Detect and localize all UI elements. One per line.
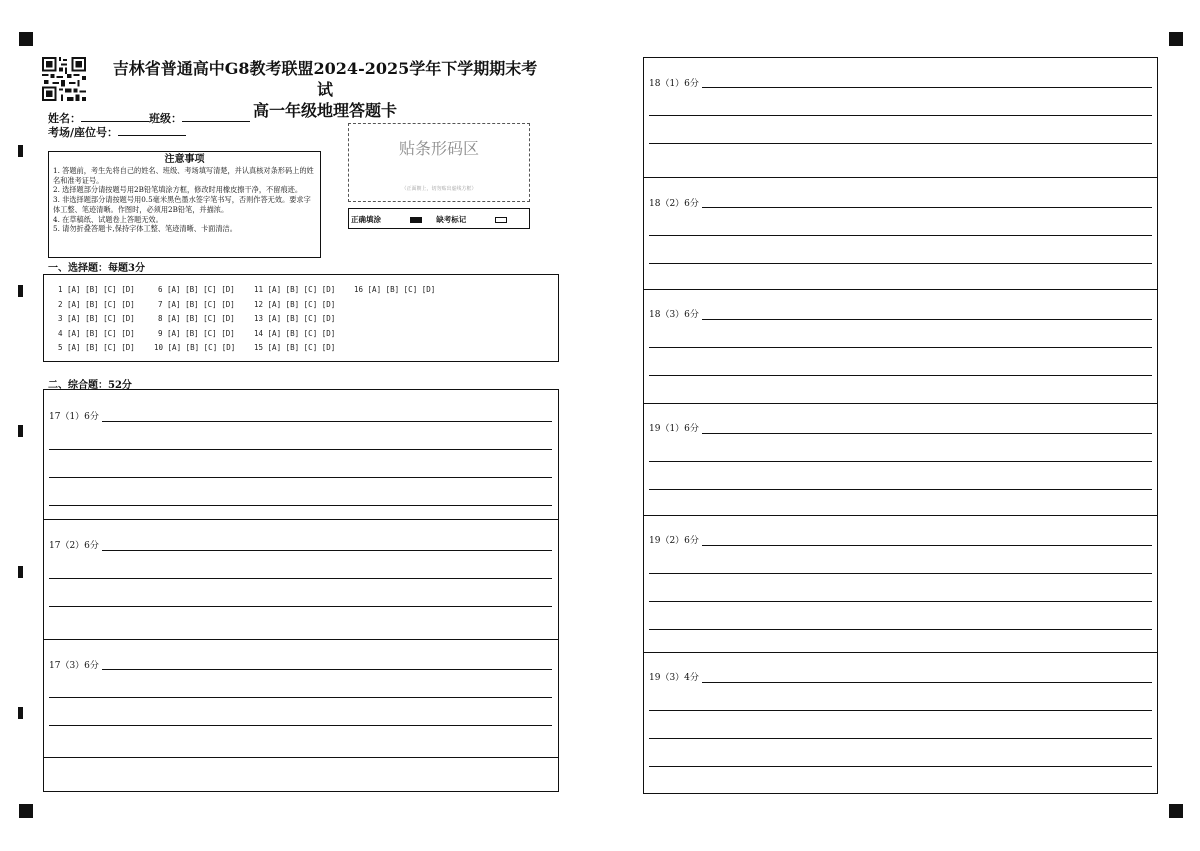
barcode-area	[348, 123, 530, 202]
name-field[interactable]	[81, 112, 149, 122]
corner-mark-top-left	[19, 32, 33, 46]
title-line-2: 高一年级地理答题卡	[252, 101, 397, 120]
choice-question[interactable]: 16 [A] [B] [C] [D]	[354, 285, 436, 294]
choice-question[interactable]: 5 [A] [B] [C] [D]	[58, 343, 135, 352]
correct-fill-swatch	[410, 217, 422, 223]
answer-block-19-1	[643, 403, 1158, 516]
timing-mark	[18, 707, 23, 719]
answer-line[interactable]	[49, 697, 552, 698]
answer-line[interactable]	[649, 461, 1152, 462]
answer-block-label: 18（2）6分	[649, 199, 699, 209]
answer-block-18-2	[643, 177, 1158, 290]
seat-label: 考场/座位号：	[48, 126, 119, 139]
answer-line[interactable]	[649, 738, 1152, 739]
choice-question[interactable]: 3 [A] [B] [C] [D]	[58, 314, 135, 323]
answer-line[interactable]	[649, 601, 1152, 602]
notice-item: 3. 非选择题部分请按题号用0.5毫米黑色墨水签字笔书写，否则作答无效。要求字体工整、笔迹清晰。作图时，必须用2B铅笔，并描浓。	[53, 195, 311, 214]
multiple-choice-box	[43, 274, 559, 362]
answer-block-label: 18（3）6分	[649, 310, 699, 320]
notice-item: 4. 在草稿纸、试题卷上答题无效。	[53, 214, 163, 224]
section-1-title: 一、选择题：每题3分	[48, 263, 145, 274]
answer-block-label: 18（1）6分	[649, 79, 699, 89]
correct-fill-label: 正确填涂	[351, 215, 381, 224]
answer-line[interactable]	[702, 87, 1152, 88]
notice-item: 2. 选择题部分请按题号用2B铅笔填涂方框，修改时用橡皮擦干净，不留痕迹。	[53, 185, 303, 195]
choice-question[interactable]: 6 [A] [B] [C] [D]	[158, 285, 235, 294]
answer-line[interactable]	[649, 375, 1152, 376]
answer-line[interactable]	[649, 115, 1152, 116]
absent-mark-checkbox[interactable]	[495, 217, 507, 223]
answer-line[interactable]	[49, 725, 552, 726]
answer-block-18-1	[643, 57, 1158, 178]
notice-box	[48, 151, 321, 258]
answer-line[interactable]	[649, 263, 1152, 264]
answer-line[interactable]	[649, 573, 1152, 574]
section-2-title: 二、综合题：52分	[48, 380, 132, 391]
answer-line[interactable]	[702, 545, 1152, 546]
answer-block-label: 19（1）6分	[649, 424, 699, 434]
answer-line[interactable]	[702, 433, 1152, 434]
choice-question[interactable]: 7 [A] [B] [C] [D]	[158, 299, 235, 309]
answer-block-label: 19（3）4分	[649, 673, 699, 683]
timing-mark	[18, 566, 23, 578]
answer-block-label: 17（3）6分	[49, 661, 99, 671]
notice-item: 1. 答题前，考生先将自己的姓名、班级、考场填写清楚，并认真核对条形码上的姓名和准考证号。	[53, 166, 314, 185]
answer-line[interactable]	[702, 207, 1152, 208]
answer-line[interactable]	[649, 489, 1152, 490]
answer-block-label: 17（1）6分	[49, 412, 99, 422]
corner-mark-top-right	[1169, 32, 1183, 46]
answer-line[interactable]	[702, 319, 1152, 320]
choice-question[interactable]: 4 [A] [B] [C] [D]	[58, 328, 135, 338]
qr-code-icon	[42, 57, 86, 101]
answer-line[interactable]	[702, 682, 1152, 683]
notice-title: 注意事项	[164, 154, 205, 165]
timing-mark	[18, 425, 23, 437]
choice-question[interactable]: 11 [A] [B] [C] [D]	[254, 285, 336, 294]
absent-mark-label: 缺考标记	[436, 215, 467, 224]
answer-block-label: 19（2）6分	[649, 536, 699, 546]
timing-mark	[18, 145, 23, 157]
answer-line[interactable]	[649, 235, 1152, 236]
answer-line[interactable]	[49, 449, 552, 450]
answer-line[interactable]	[102, 550, 552, 551]
class-label: 班级：	[149, 112, 182, 125]
notice-item: 5. 请勿折叠答题卡,保持字体工整、笔迹清晰、卡面清洁。	[53, 224, 237, 234]
answer-line[interactable]	[649, 710, 1152, 711]
answer-block-19-2	[643, 515, 1158, 653]
fill-legend	[348, 208, 530, 229]
timing-mark	[18, 285, 23, 297]
barcode-title: 贴条形码区	[398, 139, 479, 158]
seat-field[interactable]	[118, 126, 186, 136]
choice-question[interactable]: 12 [A] [B] [C] [D]	[254, 299, 336, 309]
choice-question[interactable]: 14 [A] [B] [C] [D]	[254, 328, 336, 338]
corner-mark-bottom-left	[19, 804, 33, 818]
answer-line[interactable]	[649, 143, 1152, 144]
choice-question[interactable]: 15 [A] [B] [C] [D]	[254, 343, 336, 352]
answer-line[interactable]	[102, 669, 552, 670]
choice-question[interactable]: 1 [A] [B] [C] [D]	[58, 285, 135, 294]
answer-block-19-3	[643, 652, 1158, 794]
blank-answer-area	[43, 757, 559, 792]
answer-line[interactable]	[49, 477, 552, 478]
answer-block-label: 17（2）6分	[49, 541, 99, 551]
seat-row	[48, 124, 186, 140]
answer-block-18-3	[643, 289, 1158, 404]
answer-line[interactable]	[49, 606, 552, 607]
choice-question[interactable]: 8 [A] [B] [C] [D]	[158, 314, 235, 323]
answer-line[interactable]	[649, 766, 1152, 767]
title-line-1: 吉林省普通高中G8教考联盟2024-2025学年下学期期末考试	[112, 59, 538, 99]
answer-block-17-2	[43, 519, 559, 640]
choice-question[interactable]: 2 [A] [B] [C] [D]	[58, 299, 135, 309]
answer-block-17-1	[43, 389, 559, 520]
answer-line[interactable]	[49, 505, 552, 506]
class-field[interactable]	[182, 112, 250, 122]
corner-mark-bottom-right	[1169, 804, 1183, 818]
answer-line[interactable]	[649, 629, 1152, 630]
name-label: 姓名：	[48, 112, 81, 125]
choice-question[interactable]: 10 [A] [B] [C] [D]	[154, 343, 236, 352]
barcode-subtitle: （正面朝上，切勿贴出虚线方框）	[401, 186, 477, 192]
choice-question[interactable]: 13 [A] [B] [C] [D]	[254, 314, 336, 323]
answer-line[interactable]	[102, 421, 552, 422]
answer-block-17-3	[43, 639, 559, 758]
choice-question[interactable]: 9 [A] [B] [C] [D]	[158, 328, 235, 338]
answer-line[interactable]	[649, 347, 1152, 348]
answer-line[interactable]	[49, 578, 552, 579]
